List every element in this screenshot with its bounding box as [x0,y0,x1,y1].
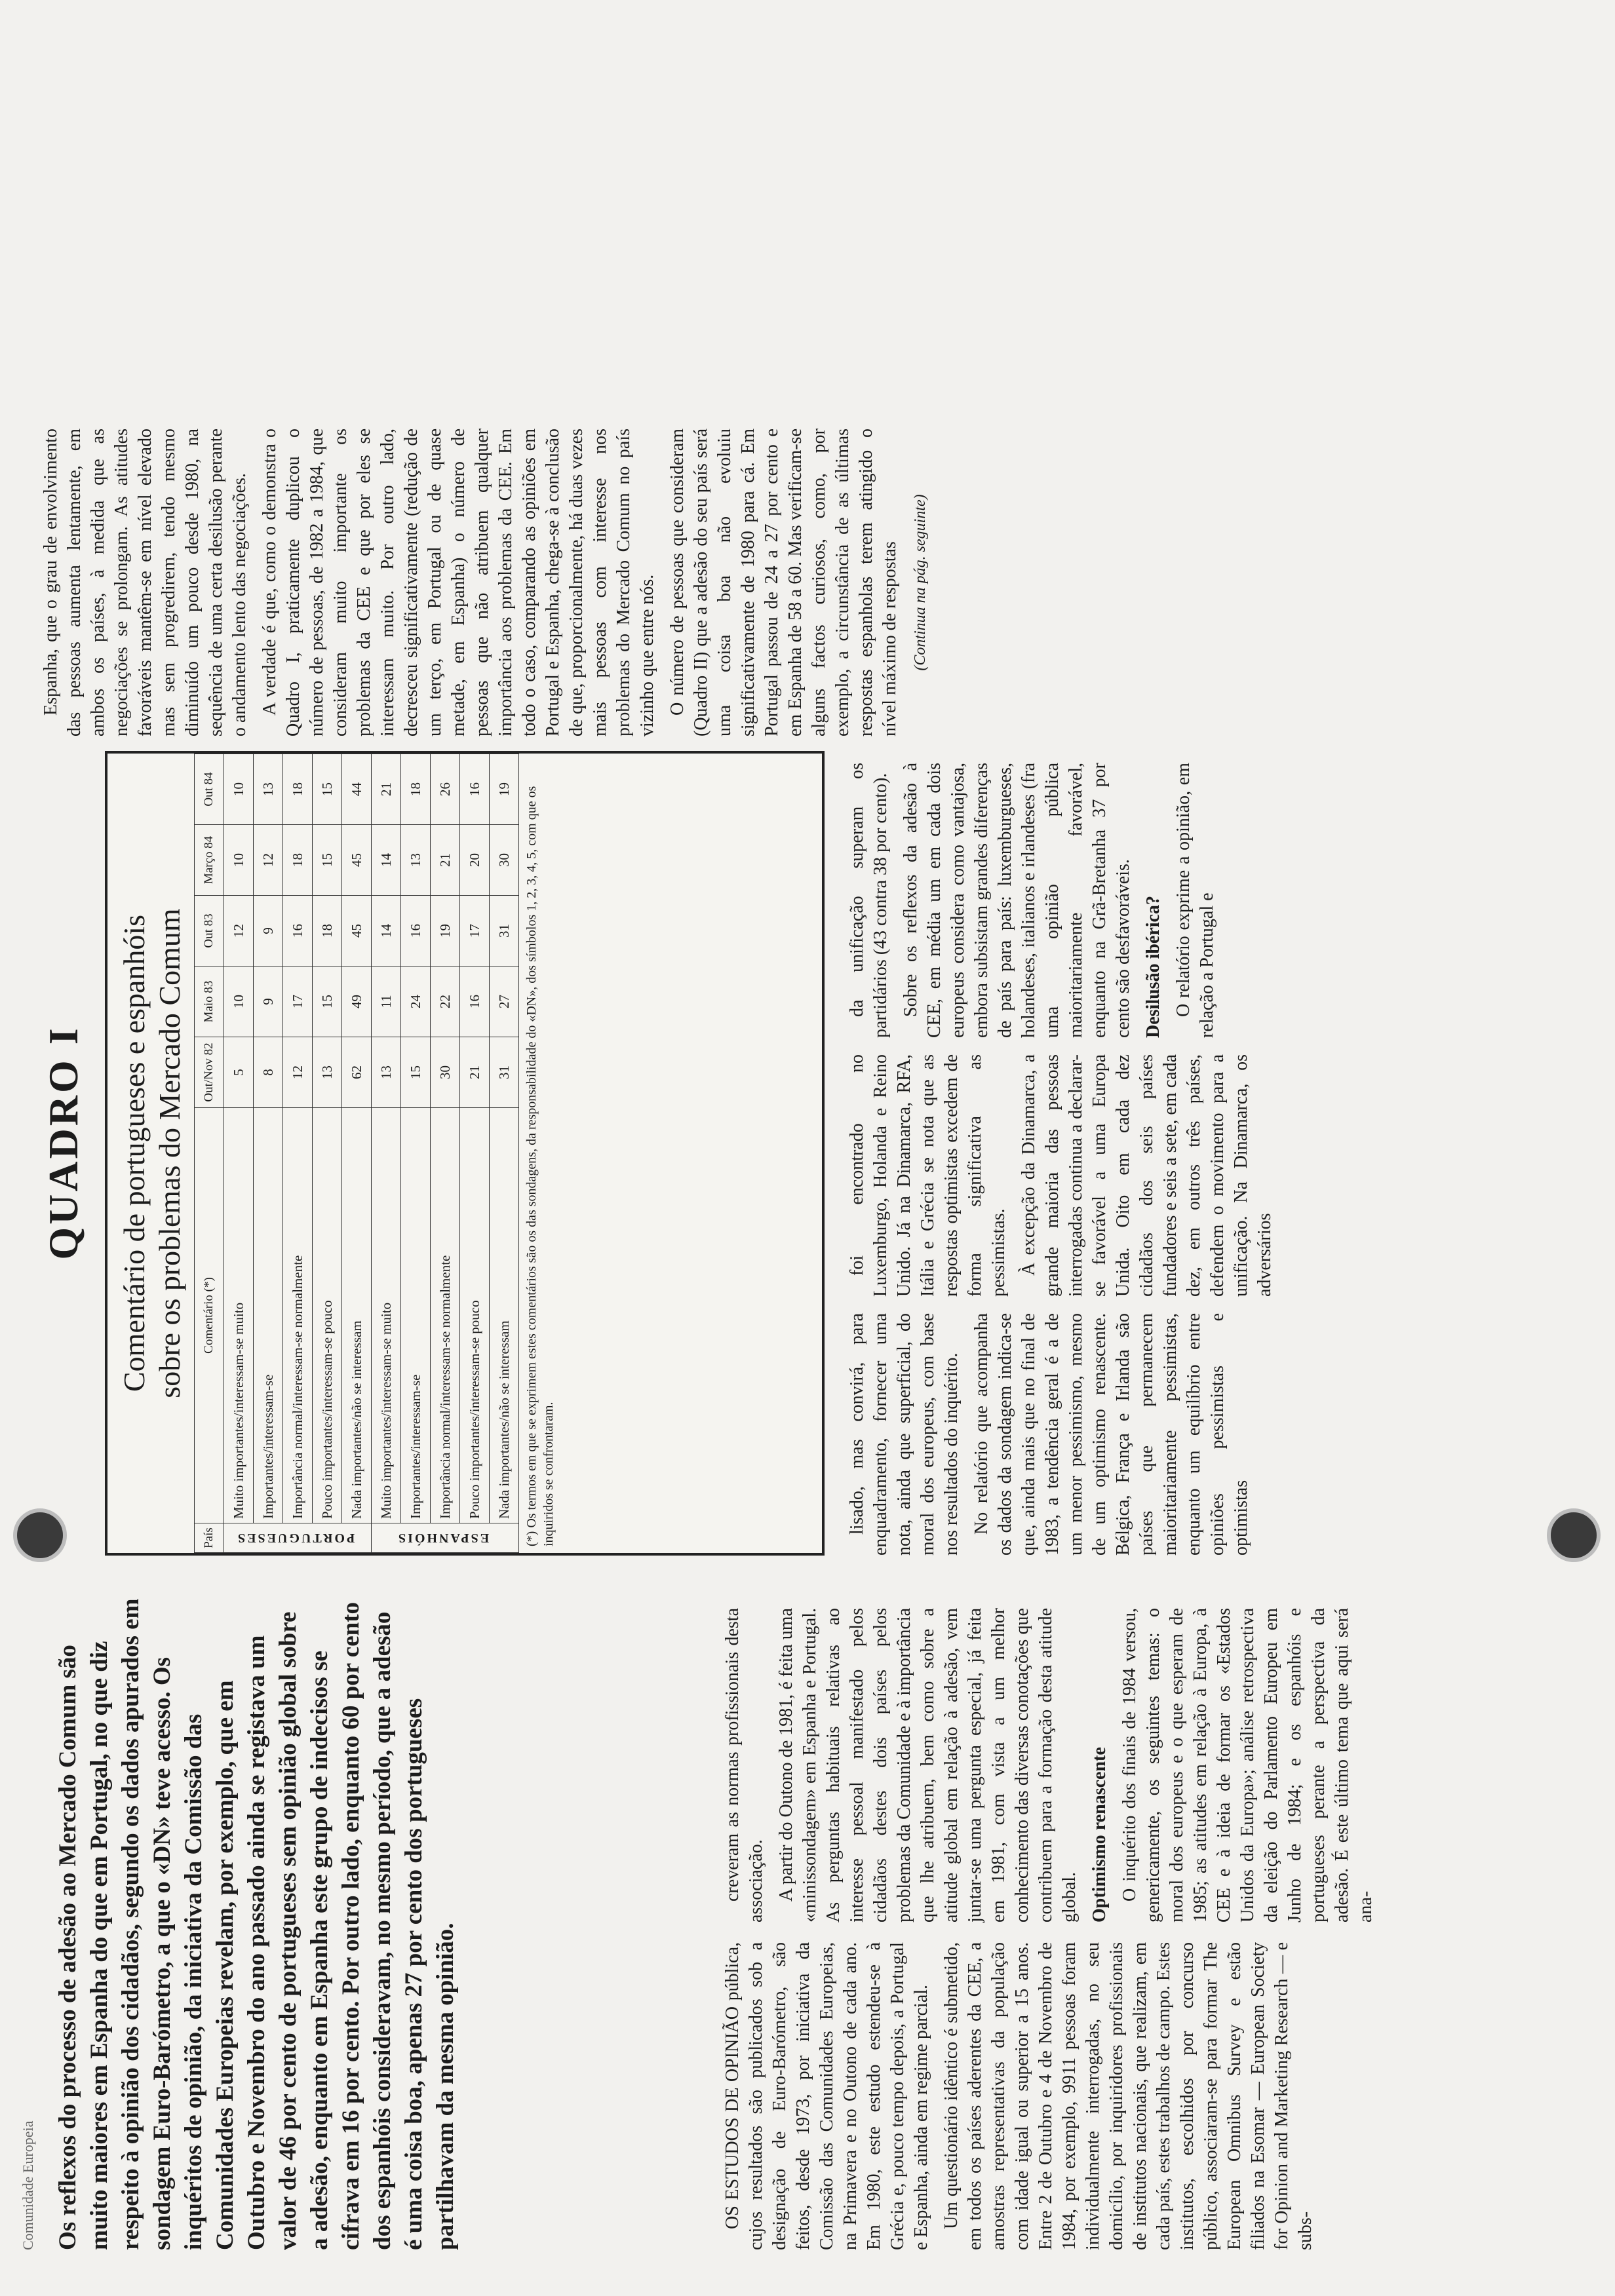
table-cell: 5 [224,1037,254,1108]
table-row [401,754,431,1553]
column-header: Comentário (*) [195,1108,224,1523]
table-row [313,754,342,1553]
country-name: PORTUGUESES [236,1531,355,1546]
paragraph: A partir do Outono de 1981, é feita uma «minissondagem» em Espanha e Portugal. As perguntas habituais relativas ao interesse pessoal manifestado pelos cidadãos destes dois países pelos problemas da Comunidade e à importância que lhe atribuem, bem como sobre a atitude global em relação à adesão, vem juntar-se uma pergunta especial, já feita em 1981, com vista a um melhor conhecimento das diversas conotações que contribuem para a formação desta atitude global. [776,1608,1080,1923]
table-cell: 16 [401,896,431,966]
column-header: País [195,1523,224,1553]
paragraph: foi encontrado no Luxemburgo, Holanda e Reino Unido. Já na Dinamarca, RFA, Itália e Grécia se nota que as respostas optimistas excedem de forma significativa as pessimistas. [847,1054,1009,1297]
text-column-2 [721,1608,1593,1923]
column-header: Maio 83 [195,966,224,1037]
table-cell: 14 [372,825,401,896]
article-intro [52,1595,461,2250]
table-cell: 10 [224,966,254,1037]
row-label: Importância normal/interessam-se normalmente [283,1108,313,1523]
row-label: Importância normal/interessam-se normalmente [431,1108,460,1523]
binder-hole-icon [1547,1508,1601,1562]
table-cell: 19 [431,896,460,966]
table-cell: 16 [460,966,490,1037]
paragraph: O número de pessoas que consideram (Quadro II) que a adesão do seu país será uma coisa boa não evoluiu significativamente de 1980 para cá. Em Portugal passou de 24 a 27 por cento e em Espanha de 58 a 60. Mas verificam-se alguns factos curiosos, como, por exemplo, a circunstância de as últimas respostas espanholas terem atingido o nível máximo de respostas [667,429,900,737]
table-cell: 17 [460,896,490,966]
text-column-4 [846,1054,1593,1297]
row-label: Nada importantes/não se interessam [342,1108,372,1523]
text-column-1 [721,1942,1593,2250]
quadro-title-line1: Comentário de portugueses e espanhóis [117,914,151,1392]
table-row [490,754,519,1553]
row-label: Importantes/interessam-se [254,1108,283,1523]
table-cell: 11 [372,966,401,1037]
table-cell: 13 [401,825,431,896]
table-row [254,754,283,1553]
binder-hole-icon [13,1508,67,1562]
table-cell: 49 [342,966,372,1037]
table-cell: 10 [224,825,254,896]
table-cell: 16 [460,754,490,825]
row-label: Muito importantes/interessam-se muito [224,1108,254,1523]
table-cell: 44 [342,754,372,825]
quadro-footnote: (*) Os termos em que se exprimem estes comentários são os das sondagens, da responsabilidade do «DN», dos símbolos 1, 2, 3, 4, 5, com que os inquiridos se confrontaram. [524,786,556,1546]
subheading: Desilusão ibérica? [1143,896,1163,1038]
table-cell: 20 [460,825,490,896]
table-cell: 13 [313,1037,342,1108]
quadro-title [117,754,187,1553]
paragraph: Um questionário idêntico é submetido, em todos os países aderentes da CEE, a amostras representativas da população com idade igual ou superior a 15 anos. Entre 2 de Outubro e 4 de Novembro de 1984, por exemplo, 9911 pessoas foram individualmente interrogadas, no seu domicílio, por inquiridores profissionais de institutos nacionais, que realizam, em cada país, estes trabalhos de campo. Estes institutos, escolhidos por concurso público, associaram-se para formar The European Omnibus Survey e estão filiados na Esomar — European Society for Opinion and Marketing Research — e subs- [941,1942,1315,2250]
table-cell: 12 [254,825,283,896]
text-column-5 [846,763,1593,1038]
table-row [224,754,254,1553]
paragraph: O relatório exprime a opinião, em relação a Portugal e [1173,763,1217,1038]
table-cell: 45 [342,825,372,896]
country-name: ESPANHÓIS [397,1531,490,1546]
table-cell: 19 [490,754,519,825]
table-cell: 18 [283,754,313,825]
table-cell: 21 [460,1037,490,1108]
paragraph: A verdade é que, como o demonstra o Quadro I, praticamente duplicou o número de pessoas, de 1982 a 1984, que consideram muito importante os problemas da CEE e que por eles se interessam muito. Por outro lado, decresceu significativamente (redução de um terço, em Portugal ou de quase metade, em Espanha) o número de pessoas que não atribuem qualquer importância aos problemas da CEE. Em todo o caso, comparando as opiniões em Portugal e Espanha, chega-se à conclusão de que, proporcionalmente, há duas vezes mais pessoas com interesse nos problemas do Mercado Comum no país vizinho que entre nós. [260,429,657,737]
column-header: Out 84 [195,754,224,825]
paragraph: Sobre os reflexos da adesão à CEE, em média um em cada dois europeus considera como vantajosa, embora subsistam grandes diferenças de país para país: luxemburgueses, holandeses, italianos e irlandeses (fra uma opinião pública maioritariamente favorável, enquanto na Grã-Bretanha 37 por cento são desfavoráveis. [901,763,1133,1038]
paragraph: À excepção da Dinamarca, a grande maioria das pessoas interrogadas continua a declarar-se favorável a uma Europa Unida. Oito em cada dez cidadãos dos seis países fundadores e seis a sete, em cada dez, em outros três países, defendem o movimento para a unificação. Na Dinamarca, os adversários [1019,1054,1275,1297]
table-cell: 30 [431,1037,460,1108]
paragraph: O inquérito dos finais de 1984 versou, genericamente, os seguintes temas: o moral dos europeus e o que esperam de 1985; as atitudes em relação à Europa, à CEE e à ideia de formar os «Estados Unidos da Europa»; análise retrospectiva da eleição do Parlamento Europeu em Junho de 1984; e os espanhóis e portugueses perante a perspectiva da adesão. É este último tema que aqui será ana- [1119,1608,1376,1923]
country-label [372,1523,519,1553]
subheading: Optimismo renascente [1089,1747,1110,1923]
table-cell: 17 [283,966,313,1037]
table-cell: 13 [254,754,283,825]
table-cell: 27 [490,966,519,1037]
running-head: Comunidade Europeia [20,2120,36,2250]
table-cell: 12 [224,896,254,966]
table-row [460,754,490,1553]
quadro-label: QUADRO I [40,1025,87,1260]
table-cell: 16 [283,896,313,966]
table-cell: 18 [313,896,342,966]
intro-text: Os reflexos do processo de adesão ao Mercado Comum são muito maiores em Espanha do que em Portugal, no que diz respeito à opinião dos cidadãos, segundo os dados apurados em sondagem Euro-Barómetro, a que o «DN» teve acesso. Os inquéritos de opinião, da iniciativa da Comissão das Comunidades Europeias revelam, por exemplo, que em Outubro e Novembro do ano passado ainda se registava um valor de 46 por cento de portugueses sem opinião global sobre a adesão, enquanto em Espanha este grupo de indecisos se cifrava em 16 por cento. Por outro lado, enquanto 60 por cento dos espanhóis consideravam, no mesmo período, que a adesão é uma coisa boa, apenas 27 por cento dos portugueses partilhavam da mesma opinião. [54,1598,459,2250]
table-cell: 31 [490,896,519,966]
table-cell: 18 [283,825,313,896]
text-column-6 [39,429,1593,737]
column-header: Março 84 [195,825,224,896]
table-cell: 18 [401,754,431,825]
quadro-title-line2: sobre os problemas do Mercado Comum [153,908,186,1398]
table-cell: 62 [342,1037,372,1108]
table-body [224,754,519,1553]
column-header: Out 83 [195,896,224,966]
quadro-box [105,751,825,1556]
paragraph: No relatório que acompanha os dados da sondagem indica-se que, ainda mais que no final de 1983, a tendência geral é a de um menor pessimismo, mesmo de um optimismo renascente. Bélgica, França e Irlanda são países que permanecem maioritariamente pessimistas, enquanto um equilíbrio entre opiniões pessimistas e optimistas [971,1313,1251,1556]
table-cell: 10 [224,754,254,825]
table-cell: 45 [342,896,372,966]
table-row [342,754,372,1553]
row-label: Pouco importantes/interessam-se pouco [460,1108,490,1523]
paragraph: creveram as normas profissionais desta associação. [722,1608,766,1923]
table-cell: 24 [401,966,431,1037]
table-cell: 21 [431,825,460,896]
table-cell: 12 [283,1037,313,1108]
table-cell: 22 [431,966,460,1037]
table-cell: 21 [372,754,401,825]
table-cell: 30 [490,825,519,896]
table-cell: 15 [401,1037,431,1108]
column-header: Out/Nov 82 [195,1037,224,1108]
table-cell: 31 [490,1037,519,1108]
table-cell: 13 [372,1037,401,1108]
table-row [431,754,460,1553]
table-cell: 26 [431,754,460,825]
table-cell: 9 [254,966,283,1037]
table-cell: 8 [254,1037,283,1108]
paragraph: da unificação superam os partidários (43 contra 38 por cento). [847,763,891,1038]
text-column-3 [846,1313,1593,1556]
table-cell: 15 [313,966,342,1037]
row-label: Pouco importantes/interessam-se pouco [313,1108,342,1523]
table-cell: 9 [254,896,283,966]
table-header-row [195,754,224,1553]
table-cell: 15 [313,754,342,825]
table-row [372,754,401,1553]
table-row [283,754,313,1553]
table-cell: 15 [313,825,342,896]
paragraph: lisado, mas convirá, para enquadramento, fornecer uma nota, ainda que superficial, do moral dos europeus, com base nos resultados do inquérito. [847,1313,962,1556]
paragraph: Espanha, que o grau de envolvimento das pessoas aumenta lentamente, em ambos os países, à medida que as negociações se prolongam. As atitudes favoráveis mantêm-se em nível elevado mas sem progredirem, tendo mesmo diminuído um pouco desde 1980, na sequência de uma certa desilusão perante o andamento lento das negociações. [41,429,250,737]
row-label: Nada importantes/não se interessam [490,1108,519,1523]
paragraph: OS ESTUDOS DE OPINIÃO pública, cujos resultados são publicados sob a designação de Euro-Barómetro, são feitos, desde 1973, por iniciativa da Comissão das Comunidades Europeias, na Primavera e no Outono de cada ano. Em 1980, este estudo estendeu-se à Grécia e, pouco tempo depois, a Portugal e Espanha, ainda em regime parcial. [722,1942,931,2250]
table-cell: 14 [372,896,401,966]
continuation-note: (Continua na pág. seguinte) [912,494,929,671]
row-label: Muito importantes/interessam-se muito [372,1108,401,1523]
row-label: Importantes/interessam-se [401,1108,431,1523]
quadro-table [194,754,519,1553]
country-label [224,1523,372,1553]
